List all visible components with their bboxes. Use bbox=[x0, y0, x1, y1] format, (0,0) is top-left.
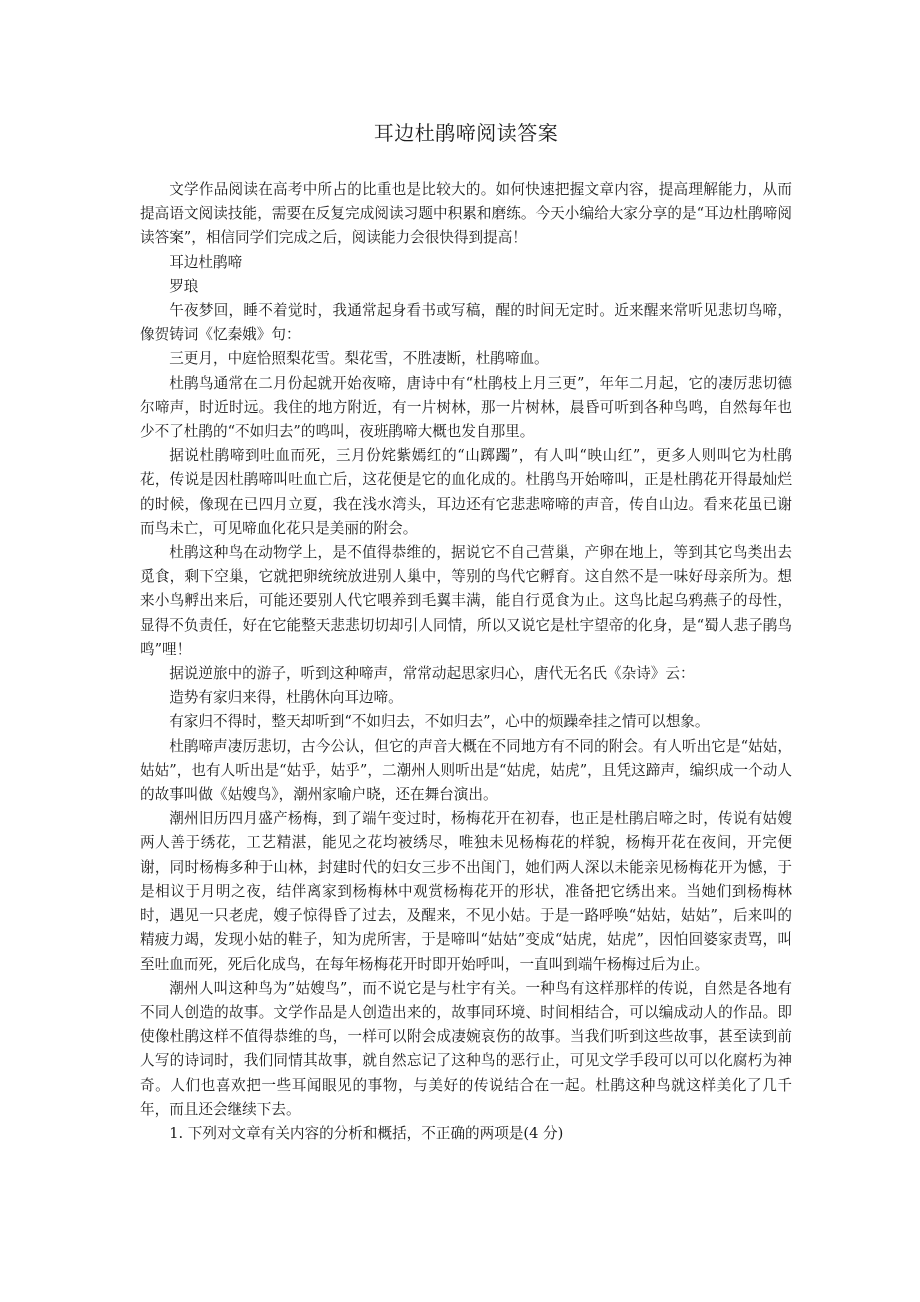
body-paragraph: 据说逆旅中的游子，听到这种啼声，常常动起思家归心，唐代无名氏《杂诗》云： bbox=[169, 665, 695, 683]
body-paragraph: 潮州旧历四月盛产杨梅，到了端午变过时，杨梅花开在初春，也正是杜鹃启啼之时，传说有姑嫂两人善于绣花，工艺精湛，能见之花均被绣尽，唯独未见杨梅花的样貌，杨梅开花在夜间，开完便谢，同时杨梅多种于山林，封建时代的妇女三步不出闺门，她们两人深以未能亲见杨梅花开为憾，于是相议于月明之夜，结伴离家到杨梅林中观赏杨梅花开的形状，准备把它绣出来。当她们到杨梅林时，遇见一只老虎，嫂子惊得昏了过去，及醒来，不见小姑。于是一路呼唤“姑姑，姑姑”，后来叫的精疲力竭，发现小姑的鞋子，知为虎所害，于是啼叫“姑姑”变成“姑虎，姑虎”，因怕回婆家责骂，叫至吐血而死，死后化成鸟，在每年杨梅花开时即开始呼叫，一直叫到端午杨梅过后为止。 bbox=[140, 810, 792, 973]
body-paragraph: 潮州人叫这种鸟为”姑嫂鸟”，而不说它是与杜宇有关。一种鸟有这样那样的传说，自然是各地有不同人创造的故事。文学作品是人创造出来的，故事同环境、时间相结合，可以编成动人的作品。即使像杜鹃这样不值得恭维的鸟，一样可以附会成凄婉哀伤的故事。当我们听到这些故事，甚至读到前人写的诗词时，我们同情其故事，就自然忘记了这种鸟的恶行止，可见文学手段可以可以化腐朽为神奇。人们也喜欢把一些耳闻眼见的事物，与美好的传说结合在一起。杜鹃这种鸟就这样美化了几千年，而且还会继续下去。 bbox=[140, 979, 792, 1118]
body-paragraph: 杜鹃鸟通常在二月份起就开始夜啼，唐诗中有“杜鹃枝上月三更”，年年二月起，它的凄厉悲切德尔啼声，时近时远。我住的地方附近，有一片树林，那一片树林，晨昏可听到各种鸟鸣，自然每年也少不了杜鹃的“不如归去”的鸣叫，夜班鹃啼大概也发自那里。 bbox=[140, 374, 792, 441]
question-item: 1. 下列对文章有关内容的分析和概括，不正确的两项是(4 分) bbox=[169, 1124, 564, 1142]
body-paragraph: 据说杜鹃啼到吐血而死，三月份姹紫嫣红的“山踯躅”，有人叫“映山红”，更多人则叫它为杜鹃花，传说是因杜鹃啼叫吐血亡后，这花便是它的血化成的。杜鹃鸟开始啼叫，正是杜鹃花开得最灿烂的时候，像现在已四月立夏，我在浅水湾头，耳边还有它悲悲啼啼的声音，传自山边。看来花虽已谢而鸟未亡，可见啼血化花只是美丽的附会。 bbox=[140, 447, 792, 537]
document-title: 耳边杜鹃啼阅读答案 bbox=[373, 121, 559, 145]
article-author: 罗琅 bbox=[169, 277, 199, 295]
article-title: 耳边杜鹃啼 bbox=[169, 253, 243, 271]
intro-paragraph: 文学作品阅读在高考中所占的比重也是比较大的。如何快速把握文章内容，提高理解能力，从而提高语文阅读技能，需要在反复完成阅读习题中积累和磨练。今天小编给大家分享的是“耳边杜鹃啼阅读答案”，相信同学们完成之后，阅读能力会很快得到提高！ bbox=[140, 181, 792, 247]
document-body bbox=[140, 178, 792, 1146]
body-paragraph: 午夜梦回，睡不着觉时，我通常起身看书或写稿，醒的时间无定时。近来醒来常听见悲切鸟啼，像贺铸词《忆秦娥》句： bbox=[140, 302, 792, 344]
quoted-verse: 三更月，中庭恰照梨花雪。梨花雪，不胜凄断，杜鹃啼血。 bbox=[169, 350, 549, 368]
quoted-verse: 造势有家归来得，杜鹃休向耳边啼。 bbox=[169, 689, 403, 707]
body-paragraph: 杜鹃啼声凄厉悲切，古今公认，但它的声音大概在不同地方有不同的附会。有人听出它是“姑姑，姑姑”，也有人听出是“姑乎，姑乎”，二潮州人则听出是“姑虎，姑虎”，且凭这蹄声，编织成一个动人的故事叫做《姑嫂鸟》，潮州家喻户晓，还在舞台演出。 bbox=[140, 737, 792, 804]
body-paragraph: 有家归不得时，整天却听到“不如归去，不如归去”，心中的烦躁牵挂之情可以想象。 bbox=[169, 713, 710, 731]
body-paragraph: 杜鹃这种鸟在动物学上，是不值得恭维的，据说它不自己营巢，产卵在地上，等到其它鸟类出去觅食，剩下空巢，它就把卵统统放进别人巢中，等别的鸟代它孵育。这自然不是一味好母亲所为。想来小鸟孵出来后，可能还要别人代它喂养到毛翼丰满，能自行觅食为止。这鸟比起乌鸦燕子的母性，显得不负责任，好在它能整天悲悲切切却引人同情，所以又说它是杜宇望帝的化身，是“蜀人悲子鹃鸟鸣”哩！ bbox=[140, 544, 792, 658]
document-page bbox=[140, 118, 792, 1146]
